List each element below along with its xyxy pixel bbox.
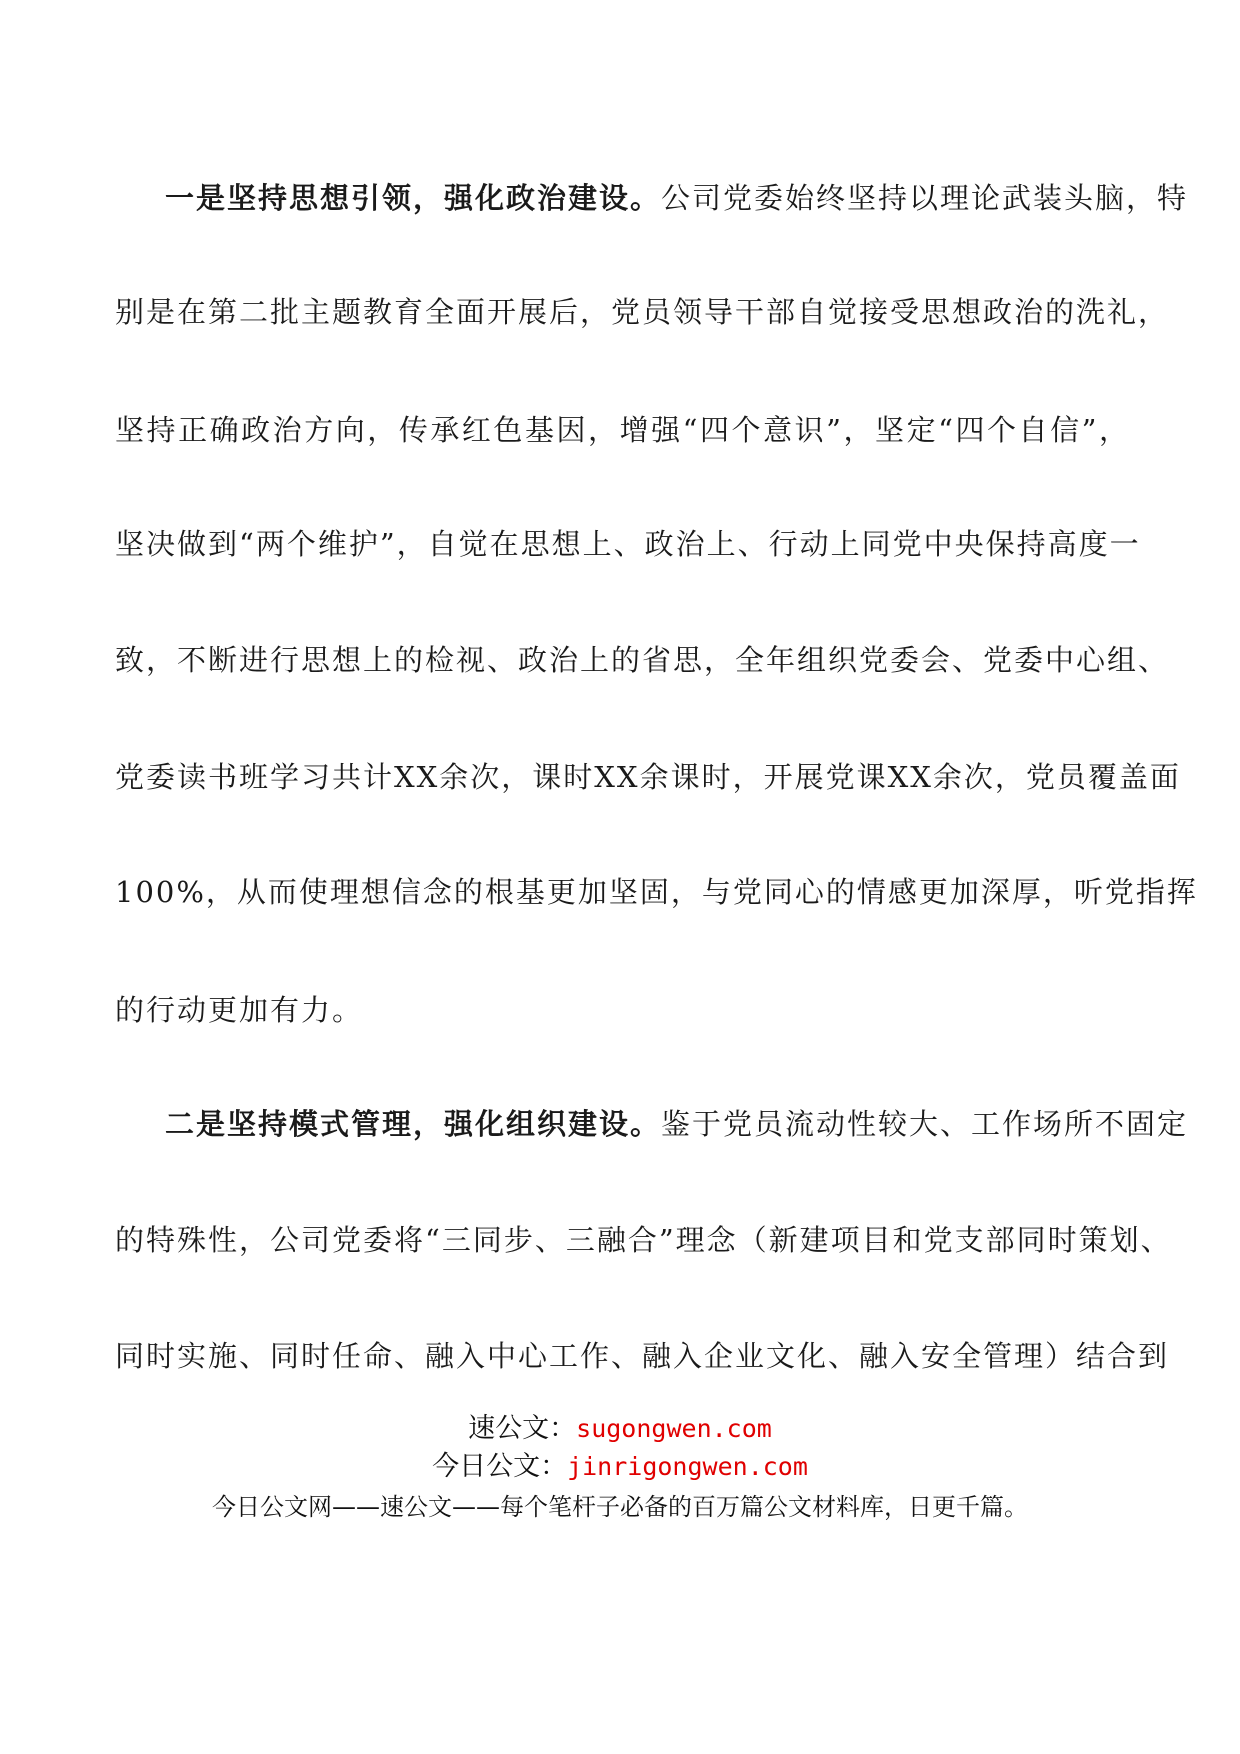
paragraph-1-text: 公司党委始终坚持以理论武装头脑，特 [661,181,1189,215]
sugongwen-link[interactable]: sugongwen.com [576,1414,772,1443]
paragraph-2-line-2: 的特殊性，公司党委将“三同步、三融合”理念（新建项目和党支部同时策划、 [115,1223,1172,1257]
footer-label-1: 速公文： [468,1413,577,1444]
paragraph-2-heading: 二是坚持模式管理，强化组织建设。 [165,1107,662,1141]
paragraph-1-line-5: 致，不断进行思想上的检视、政治上的省思，全年组织党委会、党委中心组、 [115,643,1170,677]
paragraph-1-line-2: 别是在第二批主题教育全面开展后，党员领导干部自觉接受思想政治的洗礼， [115,295,1170,329]
paragraph-1-line-8: 的行动更加有力。 [115,993,364,1027]
footer-line-1 [0,1412,1240,1446]
paragraph-2-text: 鉴于党员流动性较大、工作场所不固定 [661,1107,1189,1141]
paragraph-1-line-1 [165,178,1189,218]
paragraph-1-line-4: 坚决做到“两个维护”，自觉在思想上、政治上、行动上同党中央保持高度一 [115,527,1141,561]
paragraph-1-line-7: 100%，从而使理想信念的根基更加坚固，与党同心的情感更加深厚，听党指挥 [115,875,1198,909]
footer-label-2: 今日公文： [432,1451,568,1482]
paragraph-2-line-1 [165,1104,1189,1144]
footer-line-2 [0,1450,1240,1484]
paragraph-1-heading: 一是坚持思想引领，强化政治建设。 [165,181,662,215]
footer-tagline: 今日公文网——速公文——每个笔杆子必备的百万篇公文材料库，日更千篇。 [212,1493,1028,1521]
paragraph-2-line-3: 同时实施、同时任命、融入中心工作、融入企业文化、融入安全管理）结合到 [115,1339,1170,1373]
jinrigongwen-link[interactable]: jinrigongwen.com [567,1452,808,1481]
paragraph-1-line-6: 党委读书班学习共计XX余次，课时XX余课时，开展党课XX余次，党员覆盖面 [115,760,1181,794]
paragraph-1-line-3: 坚持正确政治方向，传承红色基因，增强“四个意识”，坚定“四个自信”， [115,413,1130,447]
